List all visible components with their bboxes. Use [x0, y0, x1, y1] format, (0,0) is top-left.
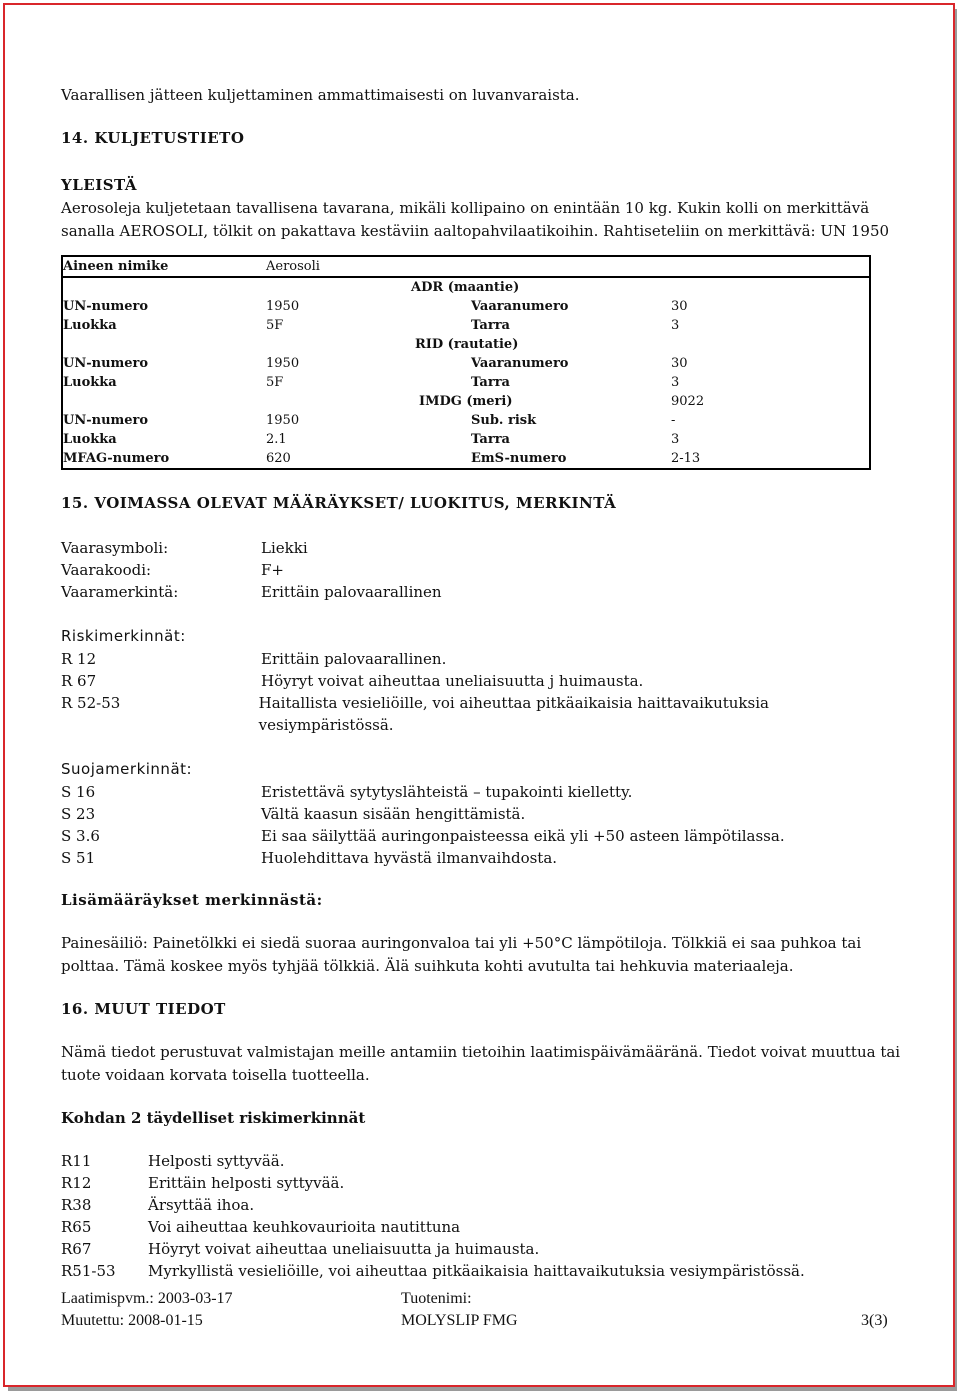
general-heading: YLEISTÄ: [61, 176, 138, 194]
adr-title: ADR (maantie): [411, 280, 520, 295]
imdg-title: IMDG (meri): [419, 394, 513, 409]
list-item: R51-53 Myrkyllistä vesieliöille, voi aiheuttaa pitkäaikaisia haittavaikutuksia vesiympäristössä.: [61, 1262, 805, 1280]
prepared-date: Laatimispvm.: 2003-03-17: [61, 1290, 233, 1307]
table-row: Luokka 5F Tarra 3: [63, 318, 680, 333]
extra-heading: Lisämääräykset merkinnästä:: [61, 891, 323, 909]
list-item: R65 Voi aiheuttaa keuhkovaurioita nautittuna: [61, 1218, 461, 1236]
list-item: Vaarakoodi: F+: [61, 561, 284, 579]
list-item: R11 Helposti syttyvää.: [61, 1152, 285, 1170]
section-16-title: 16. MUUT TIEDOT: [61, 1000, 226, 1018]
extra-text: Painesäiliö: Painetölkki ei siedä suoraa auringonvaloa tai yli +50°C lämpötiloja. Tölkkiä ei saa puhkoa tai polttaa. Tämä koskee myös tyhjää tölkkiä. Älä suihkuta kohti avutulta tai hehkuvia materiaaleja.: [61, 934, 862, 975]
product-name: MOLYSLIP FMG: [401, 1312, 518, 1329]
list-item: R12 Erittäin helposti syttyvää.: [61, 1174, 345, 1192]
list-item: S 16 Eristettävä sytytyslähteistä – tupakointi kielletty.: [61, 783, 633, 801]
product-label: Tuotenimi:: [401, 1290, 472, 1307]
document-body: [61, 84, 901, 1282]
list-item: S 3.6 Ei saa säilyttää auringonpaisteessa eikä yli +50 asteen lämpötilassa.: [61, 827, 785, 845]
list-item: R67 Höyryt voivat aiheuttaa uneliaisuutta ja huimausta.: [61, 1240, 540, 1258]
table-row: UN-numero 1950 Vaaranumero 30: [63, 299, 688, 314]
imdg-value: 9022: [671, 394, 705, 409]
rid-title: RID (rautatie): [415, 337, 519, 352]
section-14-title: 14. KULJETUSTIETO: [61, 129, 245, 147]
list-item: R38 Ärsyttää ihoa.: [61, 1196, 255, 1214]
list-item: R 52-53 Haitallista vesieliöille, voi aiheuttaa pitkäaikaisia haittavaikutuksia vesiympäristössä.: [61, 694, 769, 734]
general-text: Aerosoleja kuljetetaan tavallisena tavarana, mikäli kollipaino on enintään 10 kg. Kukin kolli on merkittävä sanalla AEROSOLI, tölkit on pakattava kestäviin aaltopahvilaatikoihin. Rahtiseteliin on merkittävä: UN 1950: [61, 199, 890, 240]
table-row: MFAG-numero 620 EmS-numero 2-13: [63, 451, 701, 466]
list-item: Vaaramerkintä: Erittäin palovaarallinen: [61, 583, 442, 601]
transport-table: [61, 255, 871, 470]
list-item: S 51 Huolehdittava hyvästä ilmanvaihdosta.: [61, 849, 558, 867]
safety-heading: Suojamerkinnät:: [61, 760, 193, 778]
table-row: Luokka 2.1 Tarra 3: [63, 432, 680, 447]
substance-label: Aineen nimike: [62, 256, 266, 277]
table-row: Luokka 5F Tarra 3: [63, 375, 680, 390]
section-16-text: Nämä tiedot perustuvat valmistajan meille antamiin tietoihin laatimispäivämääränä. Tiedot voivat muuttua tai tuote voidaan korvata toisella tuotteella.: [61, 1043, 901, 1084]
list-item: R 67 Höyryt voivat aiheuttaa uneliaisuutta j huimausta.: [61, 672, 644, 690]
list-item: S 23 Vältä kaasun sisään hengittämistä.: [61, 805, 526, 823]
modified-date: Muutettu: 2008-01-15: [61, 1312, 203, 1329]
section-15-title: 15. VOIMASSA OLEVAT MÄÄRÄYKSET/ LUOKITUS, MERKINTÄ: [61, 494, 617, 512]
page-number: 3(3): [861, 1312, 888, 1329]
table-row: UN-numero 1950 Vaaranumero 30: [63, 356, 688, 371]
substance-value: Aerosoli: [266, 256, 870, 277]
table-row: UN-numero 1950 Sub. risk -: [63, 413, 676, 428]
list-item: R 12 Erittäin palovaarallinen.: [61, 650, 447, 668]
section2-heading: Kohdan 2 täydelliset riskimerkinnät: [61, 1109, 366, 1127]
list-item: Vaarasymboli: Liekki: [61, 539, 308, 557]
intro-text: Vaarallisen jätteen kuljettaminen ammattimaisesti on luvanvaraista.: [61, 86, 580, 104]
page-footer: [61, 1288, 891, 1332]
risk-heading: Riskimerkinnät:: [61, 627, 186, 645]
